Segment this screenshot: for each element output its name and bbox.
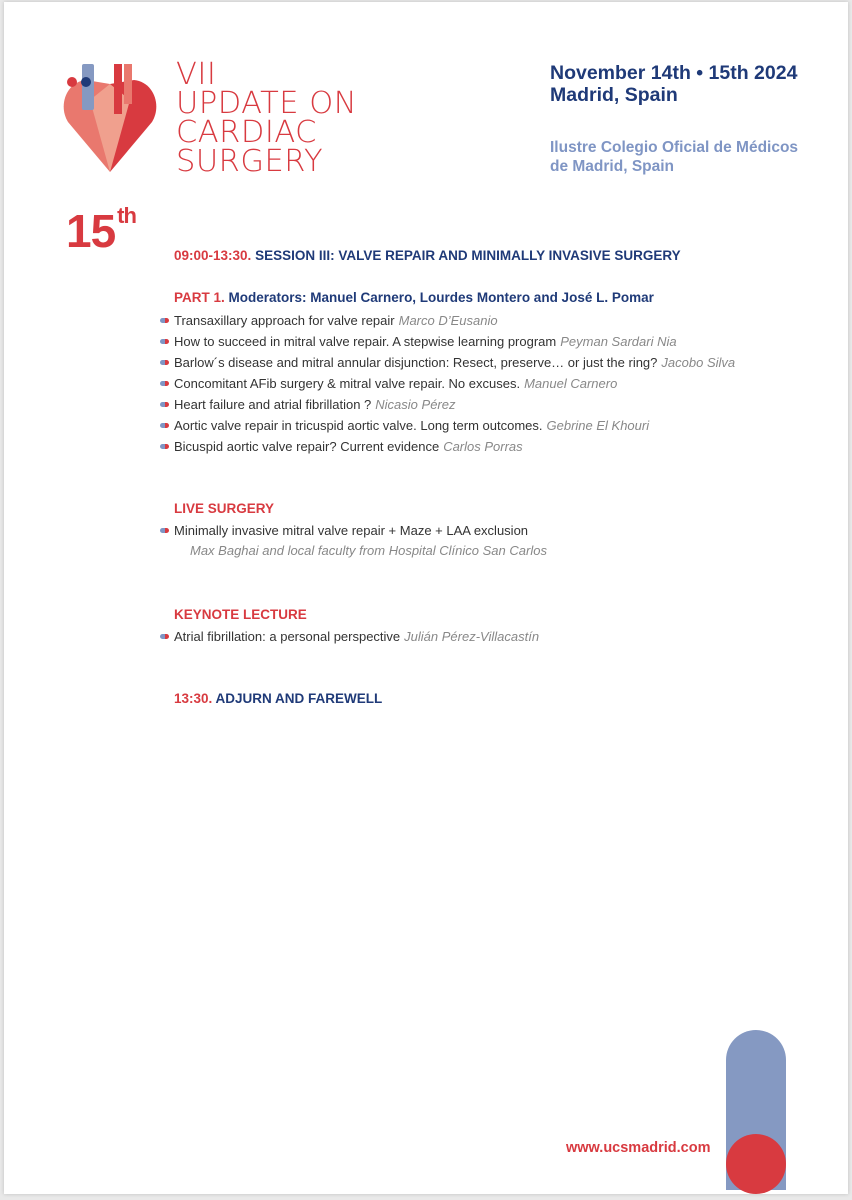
bullet-icon <box>160 528 169 533</box>
part1-talk-list <box>160 310 735 457</box>
decorative-dot-shape <box>726 1134 786 1194</box>
closing-heading: 13:30. ADJURN AND FAREWELL <box>174 691 383 706</box>
list-item: Minimally invasive mitral valve repair + Maze + LAA exclusion <box>160 520 528 541</box>
session-title: 09:00-13:30. SESSION III: VALVE REPAIR AND MINIMALLY INVASIVE SURGERY <box>174 248 681 263</box>
list-item: Barlow´s disease and mitral annular disjunction: Resect, preserve… or just the ring? Jacobo Silva <box>160 352 735 373</box>
event-dates: November 14th • 15th 2024 Madrid, Spain <box>550 62 798 106</box>
list-item: Atrial fibrillation: a personal perspective Julián Pérez-Villacastín <box>160 626 539 647</box>
live-surgery-heading: LIVE SURGERY <box>174 501 275 516</box>
list-item: Bicuspid aortic valve repair? Current evidence Carlos Porras <box>160 436 735 457</box>
bullet-icon <box>160 318 169 323</box>
event-venue: Ilustre Colegio Oficial de Médicos de Madrid, Spain <box>550 139 799 175</box>
list-item: Heart failure and atrial fibrillation ? Nicasio Pérez <box>160 394 735 415</box>
list-item: How to succeed in mitral valve repair. A stepwise learning program Peyman Sardari Nia <box>160 331 735 352</box>
keynote-heading: KEYNOTE LECTURE <box>174 607 307 622</box>
bullet-icon <box>160 444 169 449</box>
bullet-icon <box>160 339 169 344</box>
list-item: Transaxillary approach for valve repair Marco D’Eusanio <box>160 310 735 331</box>
list-item: Concomitant AFib surgery & mitral valve repair. No excuses. Manuel Carnero <box>160 373 735 394</box>
bullet-icon <box>160 402 169 407</box>
bullet-icon <box>160 423 169 428</box>
edition-badge: 15th <box>66 202 136 257</box>
website-link[interactable]: www.ucsmadrid.com <box>566 1140 711 1156</box>
bullet-icon <box>160 360 169 365</box>
part1-heading: PART 1. Moderators: Manuel Carnero, Lourdes Montero and José L. Pomar <box>174 290 654 305</box>
program-page <box>4 2 848 1194</box>
live-surgery-list <box>160 520 528 541</box>
heart-logo-icon <box>62 60 158 178</box>
keynote-list <box>160 626 539 647</box>
live-surgery-faculty: Max Baghai and local faculty from Hospital Clínico San Carlos <box>190 543 547 558</box>
conference-logo-title: VII UPDATE ON CARDIAC SURGERY <box>176 57 358 179</box>
bullet-icon <box>160 381 169 386</box>
list-item: Aortic valve repair in tricuspid aortic valve. Long term outcomes. Gebrine El Khouri <box>160 415 735 436</box>
bullet-icon <box>160 634 169 639</box>
